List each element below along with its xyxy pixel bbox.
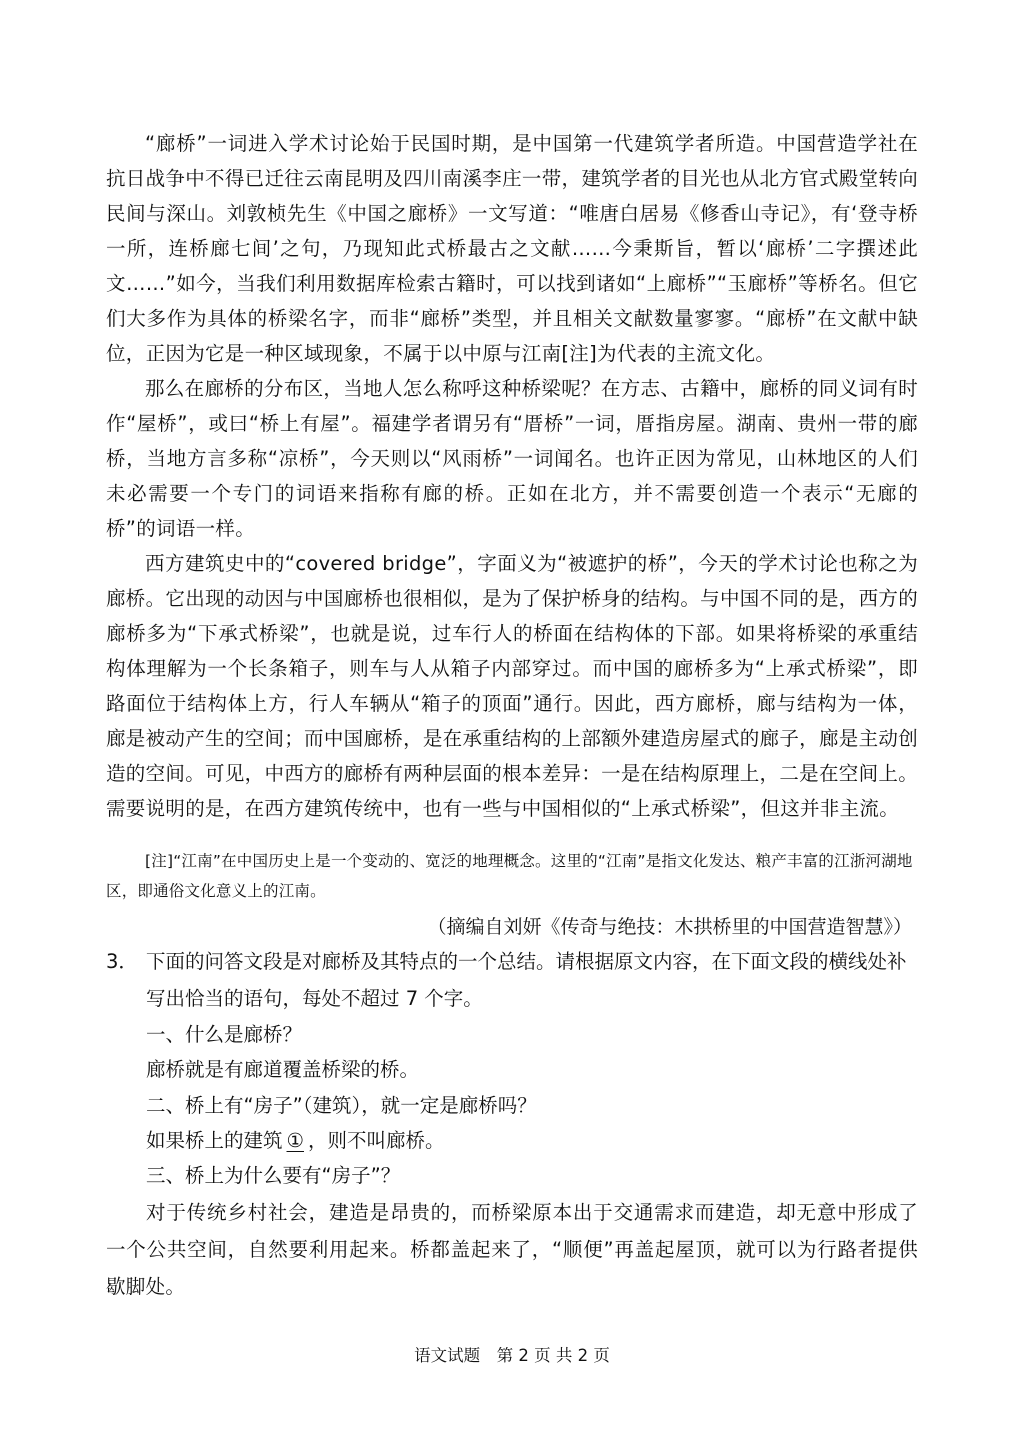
answer-3: 对于传统乡村社会，建造是昂贵的，而桥梁原本出于交通需求而建造，却无意中形成了一个公共空间，自然要利用起来。桥都盖起来了，“顺便”再盖起屋顶，就可以为行路者提供歇脚处。 xyxy=(106,1201,918,1298)
page-footer: 语文试题 第 2 页 共 2 页 xyxy=(414,1346,610,1365)
footnote: [注]“江南”在中国历史上是一个变动的、宽泛的地理概念。这里的“江南”是指文化发达、粮产丰富的江浙河湖地区，即通俗文化意义上的江南。 xyxy=(106,852,913,900)
passage-paragraph-2: 那么在廊桥的分布区，当地人怎么称呼这种桥梁呢？在方志、古籍中，廊桥的同义词有时作“屋桥”，或曰“桥上有屋”。福建学者谓另有“厝桥”一词，厝指房屋。湖南、贵州一带的廊桥，当地方言多称“凉桥”，今天则以“风雨桥”一词闻名。也许正因为常见，山林地区的人们未必需要一个专门的词语来指称有廊的桥。正如在北方，并不需要创造一个表示“无廊的桥”的词语一样。 xyxy=(106,377,918,540)
question-number: 3． xyxy=(106,950,138,973)
fill-blank-1: ① xyxy=(286,1129,304,1152)
answer-1: 廊桥就是有廊道覆盖桥梁的桥。 xyxy=(146,1058,420,1081)
subquestion-3: 三、桥上为什么要有“房子”？ xyxy=(146,1164,401,1187)
passage-paragraph-3: 西方建筑史中的“covered bridge”，字面义为“被遮护的桥”，今天的学术讨论也称之为廊桥。它出现的动因与中国廊桥也很相似，是为了保护桥身的结构。与中国不同的是，西方的廊桥多为“下承式桥梁”，也就是说，过车行人的桥面在结构体的下部。如果将桥梁的承重结构体理解为一个长条箱子，则车与人从箱子内部穿过。而中国的廊桥多为“上承式桥梁”，即路面位于结构体上方，行人车辆从“箱子的顶面”通行。因此，西方廊桥，廊与结构为一体，廊是被动产生的空间；而中国廊桥，是在承重结构的上部额外建造房屋式的廊子，廊是主动创造的空间。可见，中西方的廊桥有两种层面的根本差异：一是在结构原理上，二是在空间上。需要说明的是，在西方建筑传统中，也有一些与中国相似的“上承式桥梁”，但这并非主流。 xyxy=(106,552,918,820)
answer-2-after: ，则不叫廊桥。 xyxy=(308,1129,445,1152)
answer-2-before: 如果桥上的建筑 xyxy=(146,1129,283,1152)
passage-paragraph-1: “廊桥”一词进入学术讨论始于民国时期，是中国第一代建筑学者所造。中国营造学社在抗日战争中不得已迁往云南昆明及四川南溪李庄一带，建筑学者的目光也从北方官式殿堂转向民间与深山。刘敦桢先生《中国之廊桥》一文写道：“唯唐白居易《修香山寺记》，有‘登寺桥一所，连桥廊七间’之句，乃现知此式桥最古之文献……今秉斯旨，暂以‘廊桥’二字撰述此文……”如今，当我们利用数据库检索古籍时，可以找到诸如“上廊桥”“玉廊桥”等桥名。但它们大多作为具体的桥梁名字，而非“廊桥”类型，并且相关文献数量寥寥。“廊桥”在文献中缺位，正因为它是一种区域现象，不属于以中原与江南[注]为代表的主流文化。 xyxy=(106,132,918,365)
subquestion-1: 一、什么是廊桥？ xyxy=(146,1023,303,1046)
subquestion-2: 二、桥上有“房子”（建筑），就一定是廊桥吗？ xyxy=(146,1094,537,1117)
source-citation: （摘编自刘妍《传奇与绝技：木拱桥里的中国营造智慧》） xyxy=(427,916,912,938)
answer-2 xyxy=(146,1123,445,1158)
question-stem xyxy=(106,943,918,1017)
question-stem-line-2: 写出恰当的语句，每处不超过 7 个字。 xyxy=(146,987,483,1010)
passage xyxy=(106,126,918,826)
question-stem-line-1: 下面的问答文段是对廊桥及其特点的一个总结。请根据原文内容，在下面文段的横线处补 xyxy=(146,950,907,973)
